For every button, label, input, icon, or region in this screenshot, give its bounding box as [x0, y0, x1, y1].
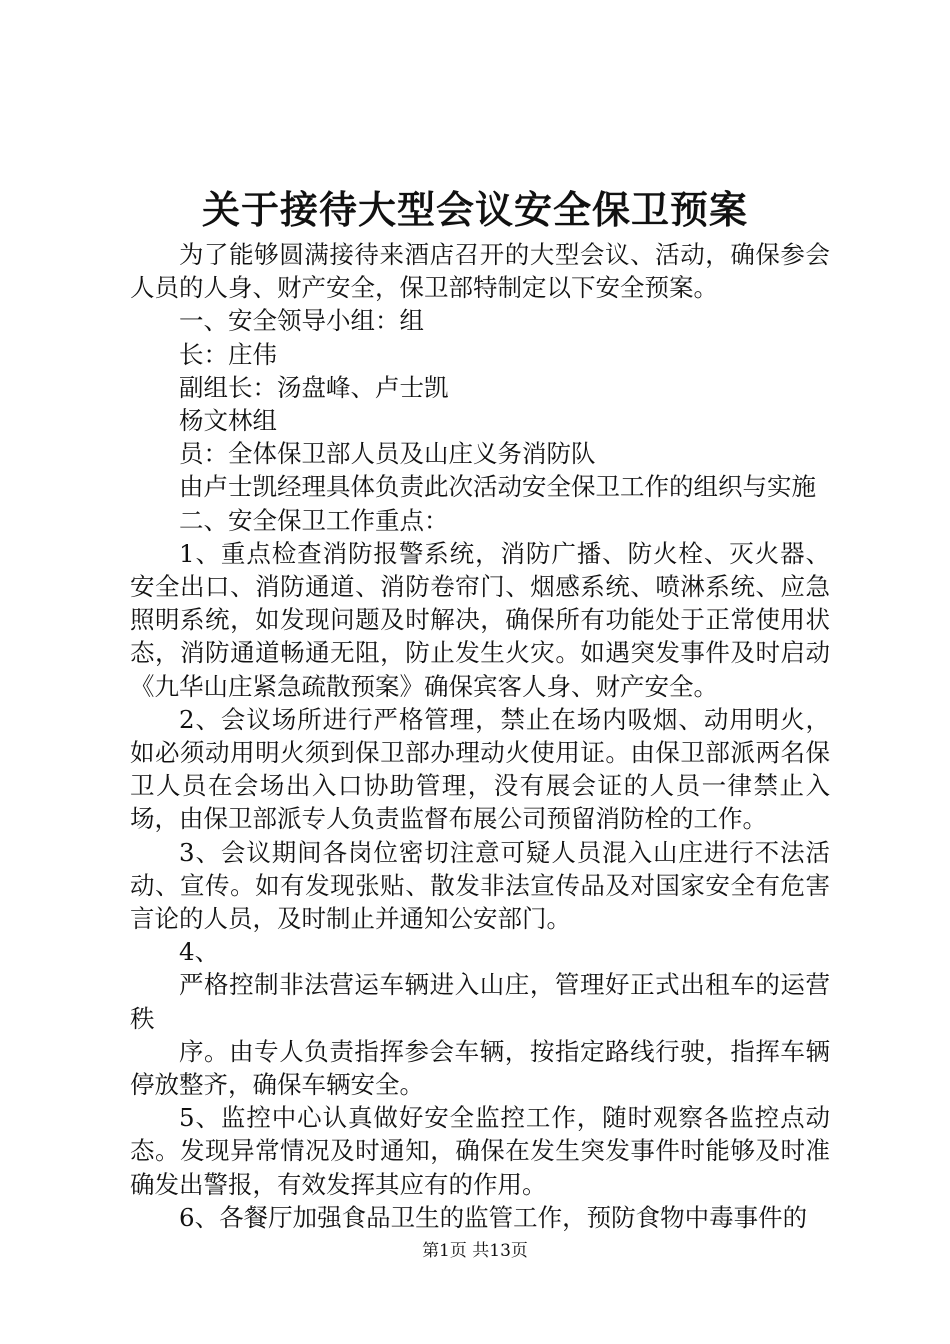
intro-paragraph: 为了能够圆满接待来酒店召开的大型会议、活动，确保参会人员的人身、财产安全，保卫部特制定以下安全预案。 [130, 240, 830, 303]
members-line: 员：全体保卫部人员及山庄义务消防队 [179, 439, 596, 469]
point-3-paragraph: 3、会议期间各岗位密切注意可疑人员混入山庄进行不法活动、宣传。如有发现张贴、散发非法宣传品及对国家安全有危害言论的人员，及时制止并通知公安部门。 [130, 837, 830, 934]
section-heading-key-points: 二、安全保卫工作重点： [179, 505, 449, 535]
leader-line: 长：庄伟 [179, 339, 277, 369]
point-4-number: 4、 [179, 937, 220, 967]
member-name-line: 杨文林组 [179, 406, 277, 436]
point-1-paragraph: 1、重点检查消防报警系统，消防广播、防火栓、灭火器、安全出口、消防通道、消防卷帘门、烟感系统、喷淋系统、应急照明系统，如发现问题及时解决，确保所有功能处于正常使用状态，消防通道畅通无阻，防止发生火灾。如遇突发事件及时启动《九华山庄紧急疏散预案》确保宾客人身、财产安全。 [130, 538, 830, 701]
section-heading-leadership: 一、安全领导小组：组 [179, 306, 424, 336]
point-6-paragraph: 6、各餐厅加强食品卫生的监管工作，预防食物中毒事件的 [179, 1202, 808, 1232]
page-title: 关于接待大型会议安全保卫预案 [201, 187, 748, 232]
point-5-paragraph: 5、监控中心认真做好安全监控工作，随时观察各监控点动态。发现异常情况及时通知，确保在发生突发事件时能够及时准确发出警报，有效发挥其应有的作用。 [130, 1103, 830, 1199]
point-4-paragraph-a: 严格控制非法营运车辆进入山庄，管理好正式出租车的运营秩 [130, 970, 830, 1033]
responsible-paragraph: 由卢士凯经理具体负责此次活动安全保卫工作的组织与实施 [179, 472, 816, 502]
point-4-paragraph-b: 序。由专人负责指挥参会车辆，按指定路线行驶，指挥车辆停放整齐，确保车辆安全。 [130, 1036, 830, 1100]
document-body [130, 238, 830, 1234]
page-number: 第1页 共13页 [422, 1241, 528, 1261]
point-2-paragraph: 2、会议场所进行严格管理，禁止在场内吸烟、动用明火，如必须动用明火须到保卫部办理动火使用证。由保卫部派两名保卫人员在会场出入口协助管理，没有展会证的人员一律禁止入场，由保卫部派专人负责监督布展公司预留消防栓的工作。 [130, 704, 830, 834]
deputy-leader-line: 副组长：汤盘峰、卢士凯 [179, 372, 449, 402]
